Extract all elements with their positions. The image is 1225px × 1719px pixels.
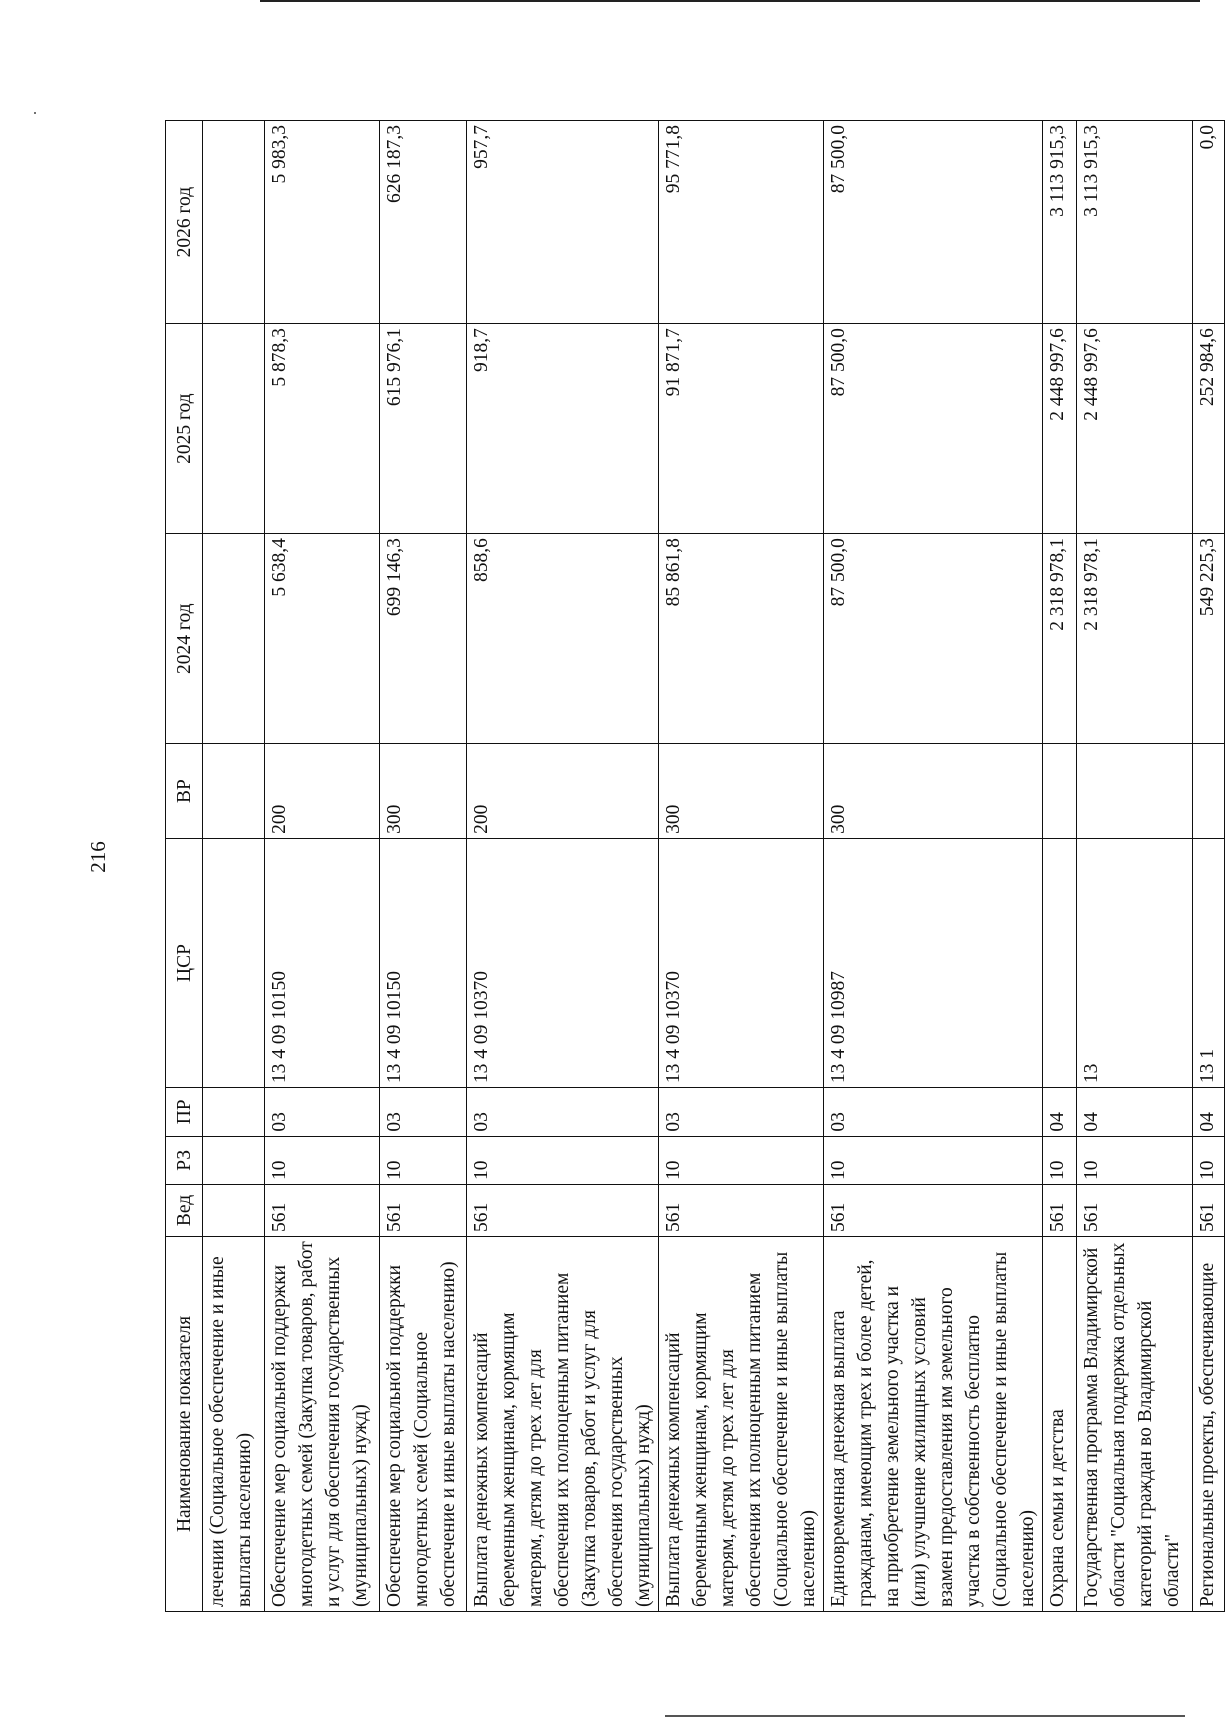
cell-2026: 3 113 915,3 [1043, 121, 1077, 324]
cell-rz [203, 1136, 265, 1184]
cell-2024: 85 861,8 [659, 534, 824, 744]
cell-ved: 561 [380, 1185, 467, 1237]
cell-pr: 04 [1193, 1088, 1225, 1136]
cell-pr: 04 [1077, 1088, 1193, 1136]
cell-vr: 200 [265, 744, 380, 839]
cell-rz: 10 [1193, 1136, 1225, 1184]
header-rz: РЗ [166, 1136, 203, 1184]
header-2025: 2025 год [166, 324, 203, 534]
cell-2026 [203, 121, 265, 324]
cell-ved: 561 [1043, 1185, 1077, 1237]
scan-edge-bottom [665, 1715, 1185, 1717]
cell-name: Региональные проекты, обеспечивающие [1193, 1236, 1225, 1611]
cell-ved: 561 [824, 1185, 1043, 1237]
cell-name: Обеспечение мер социальной поддержки многодетных семей (Социальное обеспечение и иные выплаты населению) [380, 1236, 467, 1611]
table-row [265, 121, 380, 1612]
cell-ved: 561 [1077, 1185, 1193, 1237]
budget-table [165, 120, 1225, 1612]
cell-2025: 87 500,0 [824, 324, 1043, 534]
cell-2025: 91 871,7 [659, 324, 824, 534]
cell-name: Охрана семьи и детства [1043, 1236, 1077, 1611]
cell-pr [203, 1088, 265, 1136]
cell-2024: 5 638,4 [265, 534, 380, 744]
cell-vr: 300 [659, 744, 824, 839]
cell-vr: 200 [467, 744, 659, 839]
cell-2024: 699 146,3 [380, 534, 467, 744]
cell-vr: 300 [380, 744, 467, 839]
cell-csr [203, 838, 265, 1087]
cell-rz: 10 [265, 1136, 380, 1184]
cell-2024: 87 500,0 [824, 534, 1043, 744]
cell-2025 [203, 324, 265, 534]
cell-2026: 87 500,0 [824, 121, 1043, 324]
header-ved: Вед [166, 1185, 203, 1237]
cell-vr [203, 744, 265, 839]
cell-name: Выплата денежных компенсаций беременным женщинам, кормящим матерям, детям до трех лет для обеспечения их полноценным питанием (Социальное обеспечение и иные выплаты населению) [659, 1236, 824, 1611]
cell-2024: 2 318 978,1 [1077, 534, 1193, 744]
table-row [824, 121, 1043, 1612]
cell-name: лечении (Социальное обеспечение и иные выплаты населению) [203, 1236, 265, 1611]
cell-ved: 561 [467, 1185, 659, 1237]
cell-name: Обеспечение мер социальной поддержки многодетных семей (Закупка товаров, работ и услуг для обеспечения государственных (муниципальных) нужд) [265, 1236, 380, 1611]
table-header-row [166, 121, 203, 1612]
cell-2025: 2 448 997,6 [1077, 324, 1193, 534]
cell-csr: 13 4 09 10150 [265, 838, 380, 1087]
cell-name: Выплата денежных компенсаций беременным женщинам, кормящим матерям, детям до трех лет для обеспечения их полноценным питанием (Закупка товаров, работ и услуг для обеспечения государственных (муниципальных) нужд) [467, 1236, 659, 1611]
table-row [380, 121, 467, 1612]
rotated-table-container [165, 120, 1218, 1612]
cell-pr: 03 [380, 1088, 467, 1136]
cell-csr: 13 1 [1193, 838, 1225, 1087]
cell-2026: 957,7 [467, 121, 659, 324]
header-csr: ЦСР [166, 838, 203, 1087]
cell-2026: 0,0 [1193, 121, 1225, 324]
cell-2026: 626 187,3 [380, 121, 467, 324]
cell-name: Единовременная денежная выплата гражданам, имеющим трех и более детей, на приобретение земельного участка и (или) улучшение жилищных условий взамен предоставления им земельного участка в собственность бесплатно (Социальное обеспечение и иные выплаты населению) [824, 1236, 1043, 1611]
cell-pr: 03 [824, 1088, 1043, 1136]
header-2026: 2026 год [166, 121, 203, 324]
table-row [1043, 121, 1077, 1612]
cell-vr [1077, 744, 1193, 839]
cell-rz: 10 [467, 1136, 659, 1184]
page-number: 216 [86, 841, 110, 873]
table-row [467, 121, 659, 1612]
cell-2024: 2 318 978,1 [1043, 534, 1077, 744]
header-name: Наименование показателя [166, 1236, 203, 1611]
cell-rz: 10 [1077, 1136, 1193, 1184]
cell-2025: 918,7 [467, 324, 659, 534]
table-row [1193, 121, 1225, 1612]
cell-csr [1043, 838, 1077, 1087]
cell-ved: 561 [1193, 1185, 1225, 1237]
scan-speck [34, 112, 36, 114]
cell-ved [203, 1185, 265, 1237]
cell-ved: 561 [265, 1185, 380, 1237]
cell-2025: 252 984,6 [1193, 324, 1225, 534]
cell-pr: 03 [467, 1088, 659, 1136]
cell-2024: 549 225,3 [1193, 534, 1225, 744]
table-row [659, 121, 824, 1612]
cell-vr [1193, 744, 1225, 839]
cell-pr: 04 [1043, 1088, 1077, 1136]
header-2024: 2024 год [166, 534, 203, 744]
cell-pr: 03 [265, 1088, 380, 1136]
cell-csr: 13 4 09 10370 [659, 838, 824, 1087]
cell-pr: 03 [659, 1088, 824, 1136]
cell-vr [1043, 744, 1077, 839]
cell-2024: 858,6 [467, 534, 659, 744]
cell-csr: 13 [1077, 838, 1193, 1087]
cell-2025: 5 878,3 [265, 324, 380, 534]
cell-2026: 5 983,3 [265, 121, 380, 324]
scan-edge-top [260, 0, 1200, 2]
header-vr: ВР [166, 744, 203, 839]
cell-csr: 13 4 09 10150 [380, 838, 467, 1087]
cell-rz: 10 [824, 1136, 1043, 1184]
table-row [203, 121, 265, 1612]
cell-rz: 10 [659, 1136, 824, 1184]
cell-2026: 3 113 915,3 [1077, 121, 1193, 324]
cell-csr: 13 4 09 10370 [467, 838, 659, 1087]
cell-2026: 95 771,8 [659, 121, 824, 324]
cell-vr: 300 [824, 744, 1043, 839]
cell-2025: 2 448 997,6 [1043, 324, 1077, 534]
cell-2024 [203, 534, 265, 744]
table-row [1077, 121, 1193, 1612]
cell-rz: 10 [1043, 1136, 1077, 1184]
cell-2025: 615 976,1 [380, 324, 467, 534]
cell-csr: 13 4 09 10987 [824, 838, 1043, 1087]
cell-name: Государственная программа Владимирской области "Социальная поддержка отдельных категорий граждан во Владимирской области" [1077, 1236, 1193, 1611]
cell-rz: 10 [380, 1136, 467, 1184]
header-pr: ПР [166, 1088, 203, 1136]
cell-ved: 561 [659, 1185, 824, 1237]
